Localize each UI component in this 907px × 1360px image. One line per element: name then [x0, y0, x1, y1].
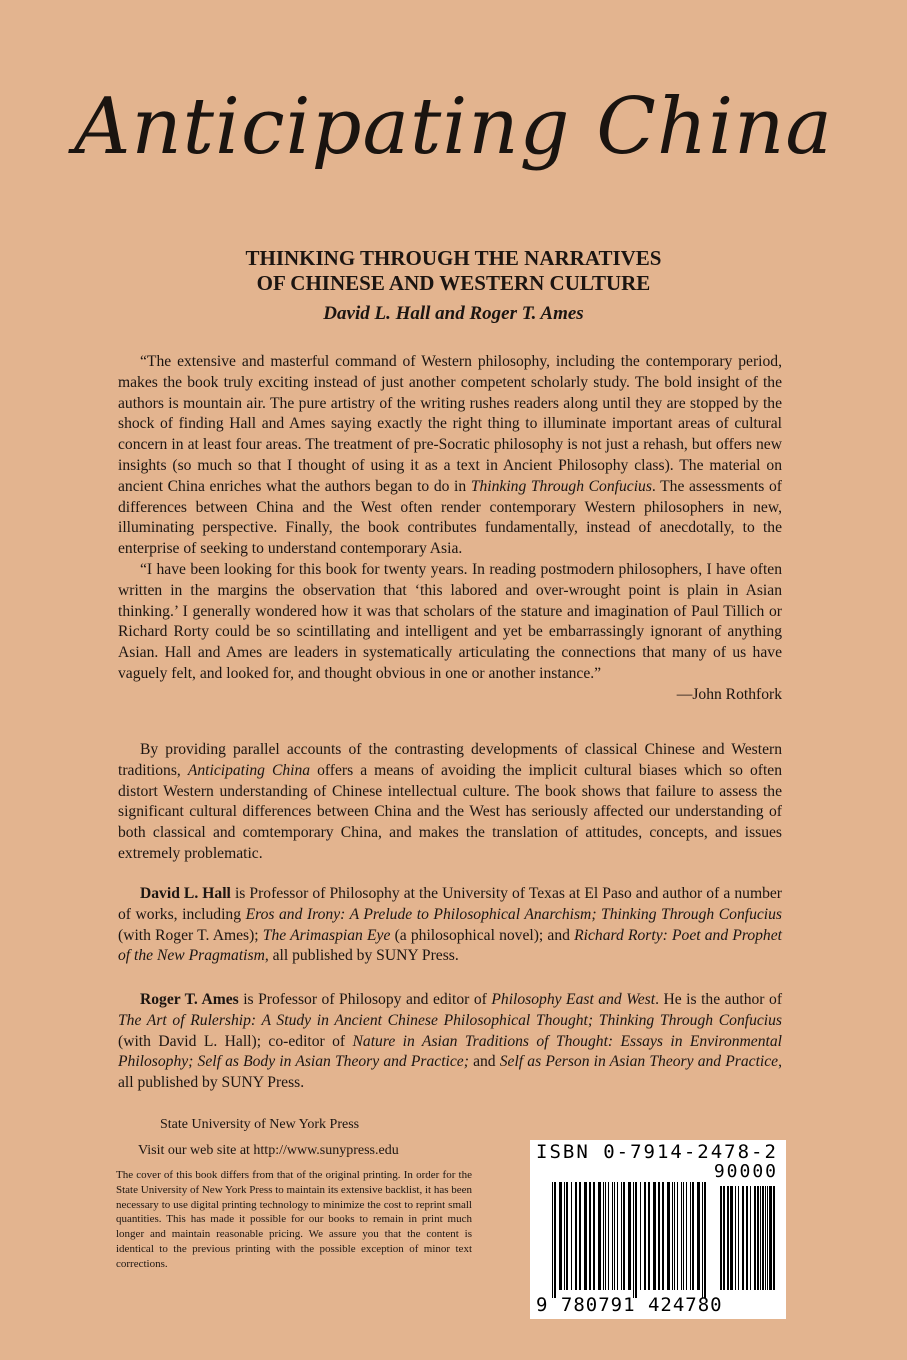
praise-quotes [118, 352, 782, 706]
barcode-bar [640, 1182, 641, 1290]
bio-name-hall: David L. Hall [140, 885, 231, 902]
barcode-bar [723, 1186, 725, 1290]
book-authors: David L. Hall and Roger T. Ames [323, 303, 584, 324]
barcode-bar [633, 1182, 634, 1298]
barcode-bar [769, 1186, 772, 1290]
praise-quote-2: “I have been looking for this book for twenty years. In reading postmodern philosophers, I have often written in the margins the observation that ‘this labored and over-wrought point is plain in Asian thinking.’ I generally wondered how it was that scholars of the stature and imagination of Paul Tillich or Richard Rorty could be so scintillating and intelligent and yet be embarrassingly ignorant of anything Asian. Hall and Ames are leaders in systematically articulating the connections that many of us have vaguely felt, and looked for, and thought obvious in one or another instance.” [118, 560, 782, 682]
isbn-number: ISBN 0-7914-2478-2 [536, 1141, 778, 1163]
quote-signature: —John Rothfork [676, 685, 782, 703]
barcode-bar [617, 1182, 618, 1290]
barcode-bar [552, 1182, 553, 1298]
book-title: Anticipating China [74, 82, 833, 172]
barcode-bar [589, 1182, 591, 1290]
barcode-bar [762, 1186, 764, 1290]
barcode-panel [530, 1140, 786, 1319]
barcode-bar [575, 1182, 577, 1290]
barcode-bar [735, 1186, 736, 1290]
praise-quote-1: “The extensive and masterful command of Western philosophy, including the contemporary period, makes the book truly exciting instead of just another competent scholarly study. The bold insight of the authors is mountain air. The pure artistry of the writing rushes readers along until they are stopped by the shock of finding Hall and Ames saying exactly the right thing to illuminate important areas of cultural concern in at least four areas. The treatment of pre-Socratic philosophy is not just a rehash, but offers new insights (so much so that I thought of using it as a text in Ancient Philosophy class). The material on ancient China enriches what the authors began to do in Thinking Through Confucius. The assessments of differences between China and the West often render contemporary Western philosophers in new, illuminating perspective. Finally, the book contributes fundamentally, instead of anecdotally, to the enterprise of seeking to understand contemporary Asia. [118, 353, 782, 558]
barcode-bar [667, 1182, 670, 1290]
barcode-bar [750, 1186, 751, 1290]
barcode-bar [672, 1182, 673, 1290]
subtitle-line-2: OF CHINESE AND WESTERN CULTURE [256, 271, 651, 295]
publisher-info [138, 1112, 399, 1164]
author-bio-ames: Roger T. Ames is Professor of Philosopy and editor of Philosophy East and West. He is the author of The Art of Rulership: A Study in Ancient Chinese Philosophical Thought; Thinking Through Confucius (with David L. Hall); co-editor of Nature in Asian Traditions of Thought: Essays in Environmental Philosophy; Self as Body in Asian Theory and Practice; and Self as Person in Asian Theory and Practice, all published by SUNY Press. [118, 991, 783, 1092]
barcode-bar [603, 1182, 604, 1290]
barcode-bar [690, 1182, 691, 1290]
barcode-bar [623, 1182, 625, 1290]
barcode-bar [628, 1182, 631, 1290]
subtitle-line-1: THINKING THROUGH THE NARRATIVES [245, 246, 662, 270]
barcode-bar [559, 1182, 562, 1290]
printing-note: The cover of this book differs from that of the original printing. In order for the State University of New York Press to maintain its extensive backlist, it has been necessary to use digital printing technology to minimize the cost to reprint small quantities. This has made it possible for our books to remain in print much longer and maintain reasonable pricing. We assure you that the content is identical to the previous printing with the possible exception of minor text corrections. [116, 1169, 472, 1270]
barcode-bar [658, 1182, 660, 1290]
barcode-bar [593, 1182, 595, 1290]
barcode-bar [554, 1182, 556, 1298]
barcode-bar [738, 1186, 739, 1290]
barcode-bar [608, 1182, 609, 1290]
barcode-bar [760, 1186, 761, 1290]
barcode-bar [564, 1182, 565, 1290]
barcode-bar [605, 1182, 606, 1290]
author-bio-hall: David L. Hall is Professor of Philosophy at the University of Texas at El Paso and author of a number of works, including Eros and Irony: A Prelude to Philosophical Anarchism; Thinking Through Confucius (with Roger T. Ames); The Arimaspian Eye (a philosophical novel); and Richard Rorty: Poet and Prophet of the New Pragmatism, all published by SUNY Press. [118, 885, 782, 965]
barcode-bar [727, 1186, 729, 1290]
book-subtitle [0, 246, 907, 296]
barcode-bar [697, 1182, 700, 1290]
barcode-bar [662, 1182, 664, 1290]
price-code: 90000 [713, 1161, 778, 1182]
barcode-bar [648, 1182, 650, 1290]
barcode-bar [566, 1182, 568, 1290]
barcode-graphic [530, 1140, 786, 1319]
barcode-bar [681, 1182, 682, 1290]
barcode-bar [730, 1186, 733, 1290]
barcode-bar [746, 1186, 748, 1290]
barcode-bar [621, 1182, 622, 1290]
barcode-bar [742, 1186, 744, 1290]
bio-name-ames: Roger T. Ames [140, 991, 239, 1008]
barcode-bar [612, 1182, 613, 1290]
barcode-bar [767, 1186, 768, 1290]
barcode-bar [773, 1186, 775, 1290]
barcode-bar [765, 1186, 766, 1290]
barcode-bar [683, 1182, 684, 1290]
publisher-website: Visit our web site at http://www.sunypress.edu [138, 1143, 399, 1158]
barcode-bar [579, 1182, 581, 1290]
book-description: By providing parallel accounts of the contrasting developments of classical Chinese and Western traditions, Anticipating China offers a means of avoiding the implicit cultural biases which so often distort Western understanding of Chinese intellectual culture. The book shows that failure to assess the significant cultural differences between China and the West has seriously affected our understanding of both classical and comtemporary China, and makes the translation of attitudes, concepts, and issues extremely problematic. [118, 741, 783, 862]
barcode-bar [720, 1186, 722, 1290]
barcode-bar [598, 1182, 601, 1290]
barcode-bar [686, 1182, 687, 1290]
barcode-bar [571, 1182, 572, 1290]
barcode-bar [702, 1182, 703, 1298]
barcode-bar [757, 1186, 759, 1290]
barcode-bar [692, 1182, 694, 1290]
barcode-bar [677, 1182, 678, 1290]
barcode-bar [644, 1182, 646, 1290]
barcode-bar [635, 1182, 637, 1298]
barcode-bar [584, 1182, 587, 1290]
publisher-name: State University of New York Press [160, 1117, 360, 1132]
barcode-bar [754, 1186, 756, 1290]
barcode-bar [653, 1182, 656, 1290]
barcode-bar [614, 1182, 615, 1290]
ean-number: 9 780791 424780 [536, 1294, 723, 1316]
barcode-bar [674, 1182, 675, 1290]
barcode-bar [704, 1182, 706, 1298]
